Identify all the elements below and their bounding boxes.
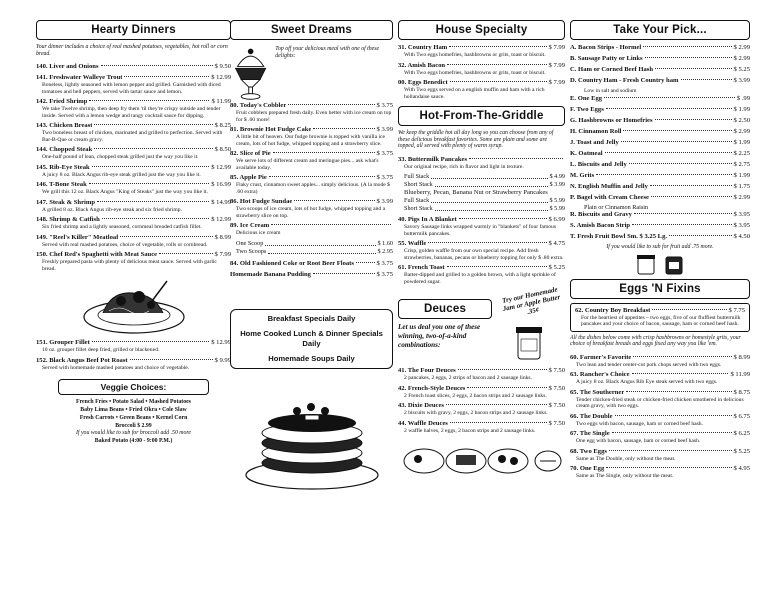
menu-item-desc: A grilled 8 oz. Black Angus rib-eye steak and six fried shrimp.	[42, 206, 182, 213]
daily-special-line: Breakfast Specials Daily	[267, 313, 356, 323]
menu-item-price: $ 2.99	[733, 193, 750, 201]
size-label: One Scoop	[236, 239, 264, 247]
menu-item-price: $ 5.25	[733, 66, 750, 73]
menu-item-name: 84. Old Fashioned Coke or Root Beer Floats	[230, 259, 354, 267]
menu-item	[570, 354, 750, 369]
fixins-list	[570, 354, 750, 480]
menu-item-desc: Two lean and tender center-cut pork chops served with two eggs.	[576, 361, 722, 368]
menu-item	[36, 164, 231, 179]
menu-item	[36, 74, 231, 95]
menu-item	[36, 98, 231, 119]
breakfast-plates-illustration	[402, 437, 562, 477]
menu-item-name: 32. Amish Bacon	[398, 61, 446, 69]
menu-item	[398, 367, 565, 382]
menu-item-name: N. English Muffin and Jelly	[570, 182, 648, 190]
menu-item-desc: Crisp, golden waffle from our own special recipe. Add fresh strawberries, bananas, pecans or blueberry topping for only $ .80 extra.	[404, 248, 564, 261]
menu-item-price: $ 9.50	[214, 63, 231, 71]
deuces-intro: Let us deal you one of these winning, two-of-a-kind combinations:	[398, 323, 481, 350]
menu-item-price: $ 7.99	[548, 44, 565, 51]
dessert-list-2	[230, 260, 393, 279]
menu-item-price: $ 12.99	[211, 74, 231, 82]
menu-item-price: $ 2.99	[733, 55, 750, 62]
menu-item-price: $ 6.75	[733, 412, 750, 420]
menu-item-desc: Served with real mashed potatoes, choice of vegetable, rolls or cornbread.	[42, 241, 208, 248]
country-boy-title: 62. Country Boy Breakfast $ 7.75	[575, 306, 745, 314]
menu-item-price: $ 6.25	[733, 430, 750, 438]
sides-list-2	[570, 95, 750, 202]
menu-item-price: $ 2.25	[733, 149, 750, 157]
menu-item	[398, 62, 565, 77]
bagel-note: Plain or Cinnamon Raisin	[584, 203, 649, 211]
menu-item	[230, 271, 393, 279]
menu-item	[570, 172, 750, 180]
size-price: $ 4.99	[549, 173, 565, 181]
menu-item-name: T. Fresh Fruit Bowl Sm. $ 3.25 Lg.	[570, 233, 668, 240]
menu-item	[230, 102, 393, 123]
menu-item-name: 43. Dixie Deuces	[398, 402, 444, 410]
menu-item	[36, 122, 231, 143]
menu-item-name: 151. Grouper Fillet	[36, 339, 90, 347]
menu-item-price: $ 16.99	[211, 181, 231, 189]
menu-item	[570, 55, 750, 63]
menu-item	[398, 264, 565, 285]
menu-item-desc: Two scoops of ice cream, lots of hot fudge, whipped topping and a strawberry slice on top.	[236, 206, 386, 219]
menu-item-name: 142. Fried Shrimp	[36, 98, 88, 106]
menu-item-name: 152. Black Angus Beef Pot Roast	[36, 356, 128, 364]
menu-item	[36, 339, 231, 354]
size-label: Short Stack	[404, 181, 433, 189]
menu-item-desc: Two boneless breast of chicken, marinated and grilled to perfection. Served with Bar-B-Que or cream gravy.	[42, 130, 223, 143]
size-price: $ 5.99	[549, 197, 565, 205]
menu-item-desc: Flaky crust, cinnamon sweet apples... simply delicious. (A la mode $ .60 extra)	[236, 182, 390, 195]
menu-item-desc: Savory Sausage links wrapped warmly in "blankets" of four famous buttermilk pancakes.	[404, 224, 556, 237]
menu-item	[570, 66, 750, 74]
menu-item	[570, 106, 750, 114]
menu-item	[230, 260, 393, 268]
menu-item-desc: With Two eggs homefries, hashbrowns or grits, toast or biscuit.	[404, 69, 546, 76]
menu-item-price: $ 11.99	[730, 371, 750, 379]
menu-item-price: $ 8.99	[214, 233, 231, 241]
menu-item-name: 66. The Double	[570, 412, 613, 420]
menu-item	[36, 181, 231, 196]
hearty-dinners-list	[36, 63, 231, 272]
size-option	[404, 205, 565, 213]
griddle-list-2	[398, 216, 565, 285]
baked-potato-hours: Baked Potato (4:00 - 9:00 P.M.)	[94, 437, 173, 444]
menu-item	[570, 465, 750, 480]
menu-item-price: $ 8.50	[214, 146, 231, 154]
menu-item-name: J. Toast and Jelly	[570, 138, 619, 146]
menu-item-desc: We serve lots of different cream and meringue pies... ask what's available today.	[236, 158, 379, 171]
menu-item-name: 55. Waffle	[398, 240, 427, 248]
menu-item	[570, 211, 750, 219]
spaghetti-plate-illustration	[79, 275, 189, 337]
dessert-intro-row	[230, 44, 393, 102]
menu-item-name: 68. Two Eggs	[570, 447, 607, 455]
menu-item-name: C. Ham or Corned Beef Hash	[570, 66, 654, 73]
menu-item-price: $ 3.95	[733, 211, 750, 218]
menu-item-name: 40. Pigs In A Blanket	[398, 216, 457, 224]
veggie-choices-grid	[36, 398, 231, 430]
menu-item	[570, 448, 750, 463]
flavored-pancakes: Blueberry, Pecan, Banana Nut or Strawberry Pancakes	[404, 189, 548, 197]
menu-item-name: 147. Steak & Shrimp	[36, 198, 95, 206]
country-ham-note: Low in salt and sodium	[584, 88, 637, 94]
menu-item-desc: Batter-dipped and grilled to a golden brown, with a light sprinkle of powdered sugar.	[404, 272, 556, 285]
pancake-stack-illustration	[237, 385, 387, 495]
menu-item	[570, 128, 750, 136]
ice-cream-sizes	[230, 240, 393, 256]
deuces-intro-row	[398, 323, 565, 363]
deuces-header-row	[398, 285, 565, 323]
veggie-sub-note: If you would like to sub for broccoli add .50 more	[75, 430, 191, 437]
menu-item-desc: Freshly prepared pasta with plenty of delicious meat sauce. Served with garlic bread.	[42, 259, 217, 272]
flavored-pancake-sizes	[398, 197, 565, 213]
menu-item	[570, 161, 750, 169]
size-price: $ 2.95	[377, 247, 393, 255]
menu-item-price: $ 7.50	[548, 419, 565, 427]
menu-item-name: 141. Freshwater Walleye Trout	[36, 74, 123, 82]
menu-item-desc: Delicious ice cream	[236, 230, 281, 236]
menu-item-price: $ 3.75	[376, 270, 393, 278]
menu-item-name: 148. Shrimp & Catfish	[36, 216, 100, 224]
menu-item	[570, 95, 750, 103]
menu-item-desc: One egg with bacon, sausage, ham or corned beef hash.	[576, 438, 701, 445]
homemade-jam-callout: Try our Homemade Jam or Apple Butter .35¢	[501, 285, 562, 317]
house-specialty-column	[398, 20, 565, 596]
daily-special-line: Homemade Soups Daily	[268, 353, 355, 363]
menu-item-price: $ 3.75	[376, 259, 393, 267]
menu-item-price: $ 1.99	[733, 171, 750, 179]
menu-item-price: $ 5.25	[733, 447, 750, 455]
menu-item	[570, 44, 750, 52]
menu-item-price: $ 7.99	[548, 61, 565, 69]
menu-item	[36, 357, 231, 372]
menu-item-name: G. Hashbrowns or Homefries	[570, 116, 653, 124]
daily-specials-box	[230, 309, 393, 369]
sweet-dreams-header: Sweet Dreams	[230, 20, 393, 40]
menu-item-name: B. Sausage Patty or Links	[570, 55, 643, 62]
menu-item-name: D. Country Ham - Fresh Country ham	[570, 77, 679, 84]
menu-item-desc: Tender chicken-fried steak or chicken-fried chicken smothered in delicious cream gravy, with two eggs.	[576, 396, 744, 410]
menu-item	[36, 234, 231, 249]
menu-item	[230, 150, 393, 171]
take-your-pick-header: Take Your Pick...	[570, 20, 750, 40]
menu-item-price: $ 3.95	[733, 222, 750, 229]
menu-item	[36, 251, 231, 272]
menu-item-desc: Same as The Double, only without the meat.	[576, 455, 676, 462]
menu-item-price: $ 14.99	[211, 198, 231, 206]
menu-item-name: 61. French Toast	[398, 264, 445, 272]
menu-item-desc: Boneless, lightly seasoned with lemon pepper and grilled. Garnished with diced tomatoes and bell peppers, served with tartar sauce and lemon.	[42, 82, 221, 95]
menu-item-desc: We grill this 12 oz. Black Angus "King of Steaks" just the way you like it.	[42, 189, 208, 196]
menu-item	[398, 385, 565, 400]
size-label: Short Stack	[404, 205, 433, 213]
dessert-list	[230, 102, 393, 237]
menu-item-name: 31. Country Ham	[398, 44, 448, 51]
menu-item-price: $ 3.75	[376, 150, 393, 157]
menu-item-name: 80. Today's Cobbler	[230, 102, 287, 109]
veggie-choices-title: Veggie Choices:	[58, 379, 209, 395]
jar-icon	[636, 254, 656, 276]
menu-item	[230, 126, 393, 147]
menu-item-name: 144. Chopped Steak	[36, 146, 93, 154]
menu-item	[230, 222, 393, 237]
size-label: Full Stack	[404, 173, 430, 181]
menu-item-desc: With Two eggs homefries, hashbrowns or grits, toast or biscuit.	[404, 52, 546, 58]
menu-item-name: E. One Egg	[570, 94, 603, 102]
menu-item-desc: A little bit of heaven. Our fudge brownie is topped with vanilla ice cream, lots of hot fudge, whipped topping and a strawberry slice.	[236, 134, 385, 147]
menu-item-desc: We take Twelve shrimp, then deep fry them 'til they're crispy outside and tender inside. Served with a lemon wedge and tangy cocktail sauce for dipping.	[42, 106, 221, 119]
menu-item-price: $ .99	[736, 94, 750, 102]
menu-item	[36, 146, 231, 161]
menu-item-desc: 10 oz. grouper fillet deep fried, grilled or blackened.	[42, 347, 160, 354]
menu-item-price: $ 8.25	[214, 122, 231, 130]
menu-item-name: 140. Liver and Onions	[36, 63, 99, 71]
hearty-dinners-header: Hearty Dinners	[36, 20, 231, 40]
menu-item-price: $ 11.99	[211, 98, 231, 106]
menu-item-price: $ 7.50	[548, 384, 565, 392]
menu-item	[570, 77, 750, 85]
menu-item-desc: 2 pancakes, 2 eggs, 2 strips of bacon and 2 sausage links.	[404, 375, 533, 382]
eggs-fixins-header: Eggs 'N Fixins	[570, 279, 750, 299]
menu-item	[398, 79, 565, 100]
menu-item-name: F. Two Eggs	[570, 105, 604, 113]
menu-item	[36, 63, 231, 71]
condiment-icons	[570, 254, 750, 276]
menu-item-price: $ 7.99	[548, 79, 565, 86]
menu-item-desc: Served with homemade mashed potatoes and choice of vegetable.	[42, 364, 190, 371]
size-option	[236, 248, 393, 256]
menu-item-name: S. Amish Bacon Strip	[570, 222, 631, 229]
jam-packet-icon	[664, 254, 684, 276]
menu-item	[570, 194, 750, 202]
country-boy-box	[570, 303, 750, 332]
sweet-dreams-intro: Top off your delicious meal with one of these delights:	[275, 46, 380, 59]
menu-item-price: $ 4.50	[733, 233, 750, 240]
menu-item	[230, 174, 393, 195]
menu-item-price: $ 8.75	[733, 388, 750, 396]
menu-item-desc: 2 waffle halves, 2 eggs, 2 bacon strips and 2 sausage links.	[404, 427, 536, 434]
menu-item-price: $ 1.99	[733, 138, 750, 146]
daily-special-line: Home Cooked Lunch & Dinner Specials Daily	[240, 328, 383, 348]
menu-item-name: 89. Ice Cream	[230, 222, 270, 229]
hearty-dinners-column	[36, 20, 231, 596]
menu-item-name: 81. Brownie Hot Fudge Cake	[230, 126, 312, 133]
menu-item-price: $ 12.99	[211, 216, 231, 224]
sides-list	[570, 44, 750, 85]
menu-item-name: A. Bacon Strips - Hormel	[570, 44, 642, 51]
menu-item-name: 63. Rancher's Choice	[570, 371, 630, 379]
menu-item-desc: Fruit cobblers prepared fresh daily. Even better with ice cream on top for $ .60 more!	[236, 110, 392, 123]
house-specialty-list	[398, 44, 565, 100]
menu-item-price: $ 8.99	[733, 353, 750, 361]
menu-item-name: 42. French-Style Deuces	[398, 384, 466, 392]
menu-item-price: $ 12.99	[211, 163, 231, 171]
pancake-sizes	[398, 173, 565, 189]
menu-item-name: 146. T-Bone Steak	[36, 181, 87, 189]
menu-item-desc: One-half pound of lean, chopped steak grilled just the way you like it.	[42, 154, 199, 161]
menu-item-price: $ 7.99	[214, 251, 231, 259]
menu-item-price: $ 4.95	[733, 465, 750, 473]
menu-item	[570, 233, 750, 241]
menu-item	[398, 44, 565, 59]
country-boy-desc: For the heartiest of appetites – two eggs, five of our fluffiest buttermilk pancakes and your choice of bacon, sausage, ham or corned beef hash.	[581, 314, 741, 328]
menu-item	[230, 198, 393, 219]
size-option	[404, 181, 565, 189]
menu-item-name: H. Cinnamon Roll	[570, 127, 622, 135]
veggie-row: Baby Lima Beans • Fried Okra • Cole Slaw	[80, 407, 187, 414]
menu-item-price: $ 1.99	[733, 105, 750, 113]
menu-item	[570, 413, 750, 428]
menu-item-name: R. Biscuits and Gravy	[570, 211, 632, 218]
menu-item-desc: Same as The Single, only without the meat.	[576, 473, 674, 480]
menu-item-name: 41. The Four Deuces	[398, 367, 456, 375]
menu-item-name: 33. Buttermilk Pancakes	[398, 155, 468, 163]
menu-item-price: $ 3.99	[376, 198, 393, 205]
menu-item-name: 143. Chicken Breast	[36, 122, 93, 130]
menu-item-desc: A juicy 8 oz. Black Angus Rib Eye steak served with two eggs.	[576, 379, 718, 386]
menu-item	[570, 117, 750, 125]
sides-list-3	[570, 211, 750, 241]
griddle-header: Hot-From-The-Griddle	[398, 106, 565, 126]
sundae-illustration	[230, 44, 271, 102]
menu-item	[398, 216, 565, 237]
take-your-pick-column	[570, 20, 750, 596]
menu-item-price: $ 3.75	[376, 102, 393, 109]
size-label: Full Stack	[404, 197, 430, 205]
jam-jar-illustration	[498, 323, 558, 363]
griddle-intro: We keep the griddle hot all day long so you can choose from any of these delicious breakfast favorites. Some are plain and some are topped, all served with plenty of warm syrup.	[398, 130, 554, 150]
menu-item-price: $ 4.75	[548, 240, 565, 248]
veggie-row: French Fries • Potato Salad • Mashed Potatoes	[76, 399, 191, 406]
fixins-intro: All the dishes below come with crisp hashbrowns or homestyle grits, your choice of breakfast breads and eggs fixed any way you like 'em.	[570, 334, 741, 348]
menu-item	[570, 183, 750, 191]
menu-item-name: Homemade Banana Pudding	[230, 270, 311, 278]
menu-item-name: 70. One Egg	[570, 465, 605, 473]
menu-item	[398, 240, 565, 261]
menu-item	[570, 150, 750, 158]
menu-item-desc: Six fried shrimp and a lightly seasoned, cornmeal breaded catfish fillet.	[42, 224, 202, 231]
menu-item	[36, 216, 231, 231]
menu-item-name: M. Grits	[570, 171, 595, 179]
hearty-dinners-list-2	[36, 339, 231, 371]
menu-item-name: 85. Apple Pie	[230, 174, 267, 181]
menu-item-name: K. Oatmeal	[570, 149, 603, 157]
menu-item-name: 82. Slice of Pie	[230, 150, 271, 157]
fruit-sub-note: If you would like to sub for fruit add .75 more.	[606, 244, 714, 250]
menu-item-desc: 2 French toast slices, 2 eggs, 2 bacon strips and 2 sausage links.	[404, 392, 547, 399]
menu-item	[36, 199, 231, 214]
menu-item-name: 65. The Southerner	[570, 388, 625, 396]
size-price: $ 3.99	[549, 181, 565, 189]
menu-item-price: $ 2.99	[733, 127, 750, 135]
menu-item-price: $ 2.99	[733, 44, 750, 51]
menu-item-price: $ 7.50	[548, 367, 565, 375]
menu-item	[570, 389, 750, 410]
menu-item	[570, 430, 750, 445]
menu-item-desc: With Two eggs served on a english muffin and ham with a rich hollandaise sauce.	[404, 87, 545, 100]
menu-item	[398, 402, 565, 417]
house-specialty-header: House Specialty	[398, 20, 565, 40]
menu-item-desc: Our original recipe, rich in flavor and light in texture.	[404, 163, 524, 170]
menu-item-price: $ 2.75	[733, 160, 750, 168]
deuces-list	[398, 367, 565, 434]
deuces-header: Deuces	[398, 299, 492, 319]
size-price: $ 1.60	[377, 239, 393, 247]
menu-item-name: 00. Eggs Benedict	[398, 79, 448, 86]
menu-item-name: 67. The Single	[570, 430, 610, 438]
menu-item-price: $ 6.99	[548, 216, 565, 224]
menu-item-price: $ 5.25	[548, 264, 565, 272]
menu-item-desc: 2 biscuits with gravy, 2 eggs, 2 bacon strips and 2 sausage links.	[404, 410, 548, 417]
menu-item-price: $ 3.99	[733, 77, 750, 84]
sweet-dreams-column	[230, 20, 393, 596]
menu-item-name: 149. "Reel's Killer" Meatloaf	[36, 233, 119, 241]
menu-item-price: $ 2.50	[733, 116, 750, 124]
size-price: $ 5.99	[549, 205, 565, 213]
menu-item-price: $ 9.99	[214, 356, 231, 364]
menu-item-name: P. Bagel with Cream Cheese	[570, 193, 649, 201]
menu-item	[570, 222, 750, 230]
menu-item	[570, 371, 750, 386]
menu-item-price: $ 1.75	[733, 182, 750, 190]
menu-item-name: 145. Rib-Eye Steak	[36, 163, 90, 171]
menu-item-name: 86. Hot Fudge Sundae	[230, 198, 293, 205]
griddle-list	[398, 156, 565, 171]
menu-item	[570, 139, 750, 147]
veggie-row: Fresh Carrots • Green Beans • Kernel Corn	[79, 415, 188, 422]
menu-item-price: $ 3.75	[376, 174, 393, 181]
menu-item-name: 60. Farmer's Favorite	[570, 353, 632, 361]
menu-item-price: $ 3.99	[376, 126, 393, 133]
menu-item	[398, 156, 565, 171]
veggie-row: Broccoli $ 2.99	[115, 423, 152, 430]
size-label: Two Scoops	[236, 247, 267, 255]
menu-item-name: 44. Waffle Deuces	[398, 419, 448, 427]
menu-item	[398, 420, 565, 435]
menu-item-desc: A juicy 8 oz. Black Angus rib-eye steak grilled just the way you like it.	[42, 171, 201, 178]
menu-item-price: $ 12.99	[211, 339, 231, 347]
menu-item-name: L. Biscuits and Jelly	[570, 160, 627, 168]
menu-item-name: 150. Chef Red's Spaghetti with Meat Sauce	[36, 251, 158, 259]
menu-item-price: $ 7.50	[548, 402, 565, 410]
menu-item-desc: Two eggs with bacon, sausage, ham or corned beef hash.	[576, 420, 703, 427]
hearty-dinners-intro: Your dinner includes a choice of real mashed potatoes, vegetables, hot roll or corn bread.	[36, 44, 228, 57]
